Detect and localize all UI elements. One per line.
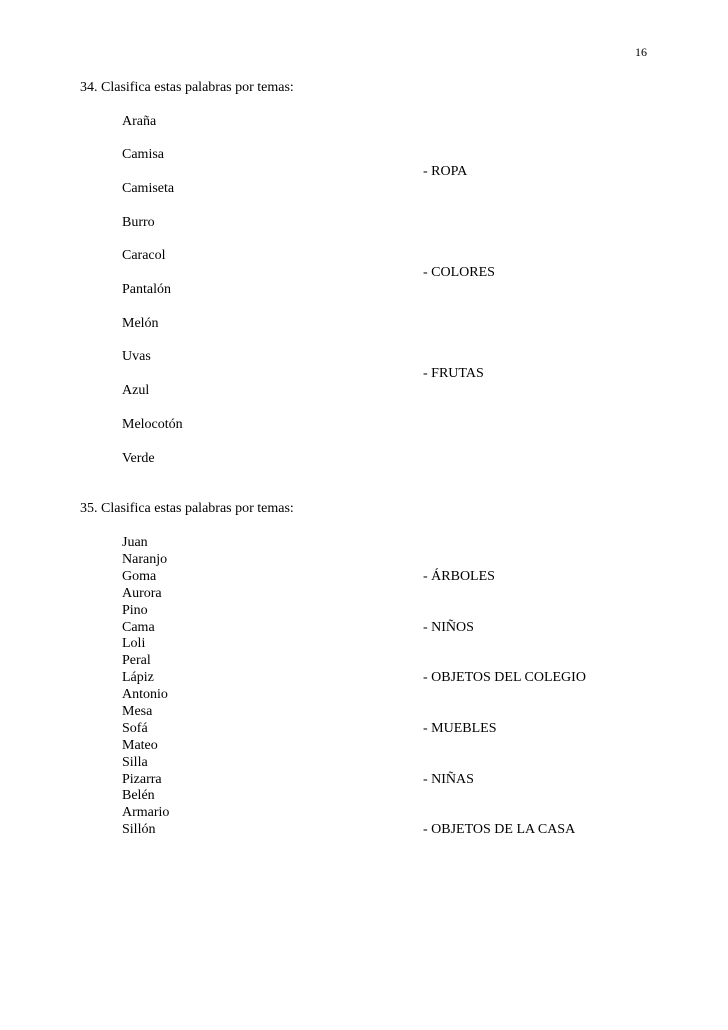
word-item: Pino (122, 603, 148, 618)
word-item: Loli (122, 636, 146, 651)
word-item: Pizarra (122, 772, 162, 787)
word-item: Cama (122, 620, 155, 635)
exercise-34-heading: 34. Clasifica estas palabras por temas: (80, 80, 294, 95)
word-item: Armario (122, 805, 170, 820)
word-item: Araña (122, 114, 157, 129)
category-objetos-colegio: - OBJETOS DEL COLEGIO (423, 670, 586, 685)
word-item: Goma (122, 569, 157, 584)
word-item: Peral (122, 653, 151, 668)
word-item: Aurora (122, 586, 162, 601)
category-objetos-casa: - OBJETOS DE LA CASA (423, 822, 576, 837)
page-number: 16 (635, 45, 647, 59)
category-ninas: - NIÑAS (423, 772, 474, 787)
word-item: Lápiz (122, 670, 154, 685)
word-item: Antonio (122, 687, 168, 702)
word-item: Sillón (122, 822, 156, 837)
category-muebles: - MUEBLES (423, 721, 497, 736)
word-item: Belén (122, 788, 155, 803)
word-item: Mateo (122, 738, 158, 753)
word-item: Silla (122, 755, 148, 770)
category-ninos: - NIÑOS (423, 620, 474, 635)
word-item: Camisa (122, 147, 164, 162)
category-frutas: - FRUTAS (423, 366, 484, 381)
category-ropa: - ROPA (423, 164, 468, 179)
word-item: Sofá (122, 721, 148, 736)
word-item: Pantalón (122, 282, 171, 297)
word-item: Juan (122, 535, 148, 550)
word-item: Melocotón (122, 417, 183, 432)
category-arboles: - ÁRBOLES (423, 569, 495, 584)
word-item: Azul (122, 383, 150, 398)
word-item: Burro (122, 215, 155, 230)
word-item: Camiseta (122, 181, 175, 196)
category-colores: - COLORES (423, 265, 495, 280)
word-item: Mesa (122, 704, 153, 719)
word-item: Melón (122, 316, 159, 331)
word-item: Naranjo (122, 552, 168, 567)
word-item: Verde (122, 451, 155, 466)
exercise-35-heading: 35. Clasifica estas palabras por temas: (80, 501, 294, 516)
word-item: Uvas (122, 349, 151, 364)
word-item: Caracol (122, 248, 166, 263)
